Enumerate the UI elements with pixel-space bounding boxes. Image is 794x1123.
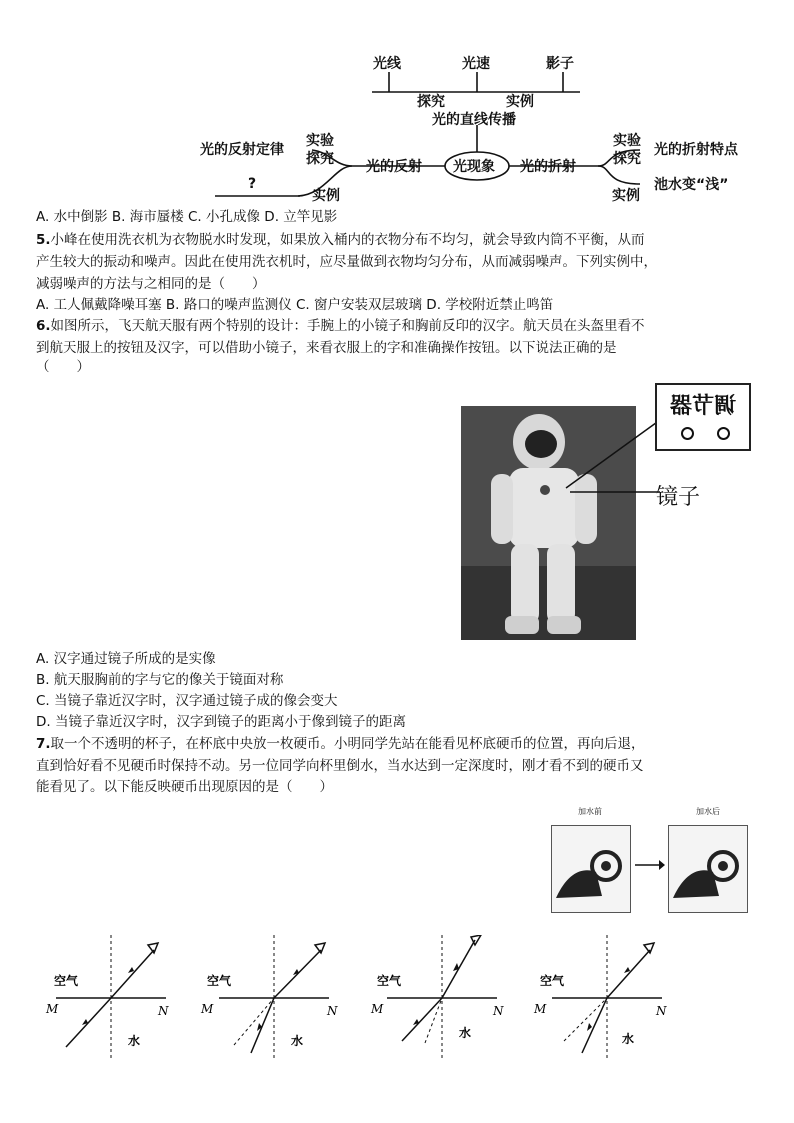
mind-right-tanjiu: 探究 [613,151,641,167]
svg-text:M: M [371,1002,384,1016]
q6-option-b: B. 航天服胸前的字与它的像关于镜面对称 [36,672,284,688]
q5-line-2: 产生较大的振动和噪声。因此在使用洗衣机时，应尽量做到衣物均匀分布，从而减弱噪声。下列实例中， [36,254,657,270]
mind-left-tanjiu: 探究 [306,151,334,167]
svg-text:M: M [201,1002,214,1016]
mind-center-node: 光现象 [453,159,495,175]
q4-options: A. 水中倒影 B. 海市蜃楼 C. 小孔成像 D. 立竿见影 [36,209,338,225]
svg-text:空气: 空气 [540,974,565,988]
q5-number: 5. [36,232,51,248]
diagram-c[interactable] [370,935,504,1060]
diagram-a[interactable] [45,935,169,1060]
q5-line-3: 减弱噪声的方法与之相同的是（ ） [36,276,266,292]
q6-option-a: A. 汉字通过镜子所成的是实像 [36,651,216,667]
q6-line-3: （ ） [36,359,90,375]
mind-reflection-law: 光的反射定律 [200,142,284,158]
after-water-image [668,825,748,913]
refraction-options [36,935,776,1065]
svg-text:水: 水 [291,1034,304,1048]
mind-right-experiment: 实验 [613,133,641,149]
svg-text:水: 水 [459,1026,472,1040]
q6-number: 6. [36,318,51,334]
before-caption: 加水前 [578,807,602,816]
mind-tanjiu-top: 探究 [417,94,445,110]
mind-left-experiment: 实验 [306,133,334,149]
svg-text:空气: 空气 [54,974,79,988]
mind-left-question: ? [248,176,257,192]
control-panel-inset [655,383,751,451]
q7-line-1: 7.取一个不透明的杯子，在杯底中央放一枚硬币。小明同学先站在能看见杯底硬币的位置，再向后退， [36,736,645,752]
mind-refraction: 光的折射 [520,159,576,175]
svg-text:N: N [493,1004,504,1018]
mirror-label: 镜子 [656,485,701,510]
svg-text:M: M [534,1002,547,1016]
button-icon [681,427,694,440]
svg-text:N: N [158,1004,169,1018]
mind-light-speed: 光速 [462,56,490,72]
mindmap-diagram [0,0,794,210]
button-icon [717,427,730,440]
svg-text:水: 水 [128,1034,141,1048]
q7-number: 7. [36,736,51,752]
mind-left-shili: 实例 [312,188,340,204]
mind-pool-shallow: 池水变“浅” [654,177,729,193]
arrow-icon [635,858,665,872]
after-caption: 加水后 [696,807,720,816]
mind-refraction-feature: 光的折射特点 [654,142,738,158]
mind-shadow: 影子 [546,56,574,72]
svg-text:N: N [656,1004,667,1018]
q7-line-3: 能看见了。以下能反映硬币出现原因的是（ ） [36,779,333,795]
mind-reflection: 光的反射 [366,159,422,175]
q6-line-1: 6.如图所示，飞天航天服有两个特别的设计：手腕上的小镜子和胸前反印的汉字。航天员在头盔里看不 [36,318,645,334]
mind-right-shili: 实例 [612,188,640,204]
svg-text:M: M [46,1002,59,1016]
svg-text:空气: 空气 [207,974,232,988]
mind-light-ray: 光线 [373,56,401,72]
q6-option-d: D. 当镜子靠近汉字时，汉字到镜子的距离小于像到镜子的距离 [36,714,406,730]
pointer-lines [560,400,670,500]
q5-line-1: 5.小峰在使用洗衣机为衣物脱水时发现，如果放入桶内的衣物分布不均匀，就会导致内筒不平衡，从而 [36,232,645,248]
mind-straight-propagation: 光的直线传播 [432,112,516,128]
svg-text:N: N [327,1004,338,1018]
q6-option-c: C. 当镜子靠近汉字时，汉字通过镜子成的像会变大 [36,693,338,709]
q5-options: A. 工人佩戴降噪耳塞 B. 路口的噪声监测仪 C. 窗户安装双层玻璃 D. 学校附近禁止鸣笛 [36,297,554,313]
diagram-d[interactable] [533,935,667,1060]
mind-shili-top: 实例 [506,94,534,110]
mirrored-text: 调节器 [670,394,737,419]
diagram-b[interactable] [200,935,338,1060]
svg-text:空气: 空气 [377,974,402,988]
svg-text:水: 水 [622,1032,635,1046]
before-water-image [551,825,631,913]
q7-line-2: 直到恰好看不见硬币时保持不动。另一位同学向杯里倒水，当水达到一定深度时，刚才看不到的硬币又 [36,758,644,774]
q6-line-2: 到航天服上的按钮及汉字，可以借助小镜子，来看衣服上的字和准确操作按钮。以下说法正确的是 [36,340,617,356]
